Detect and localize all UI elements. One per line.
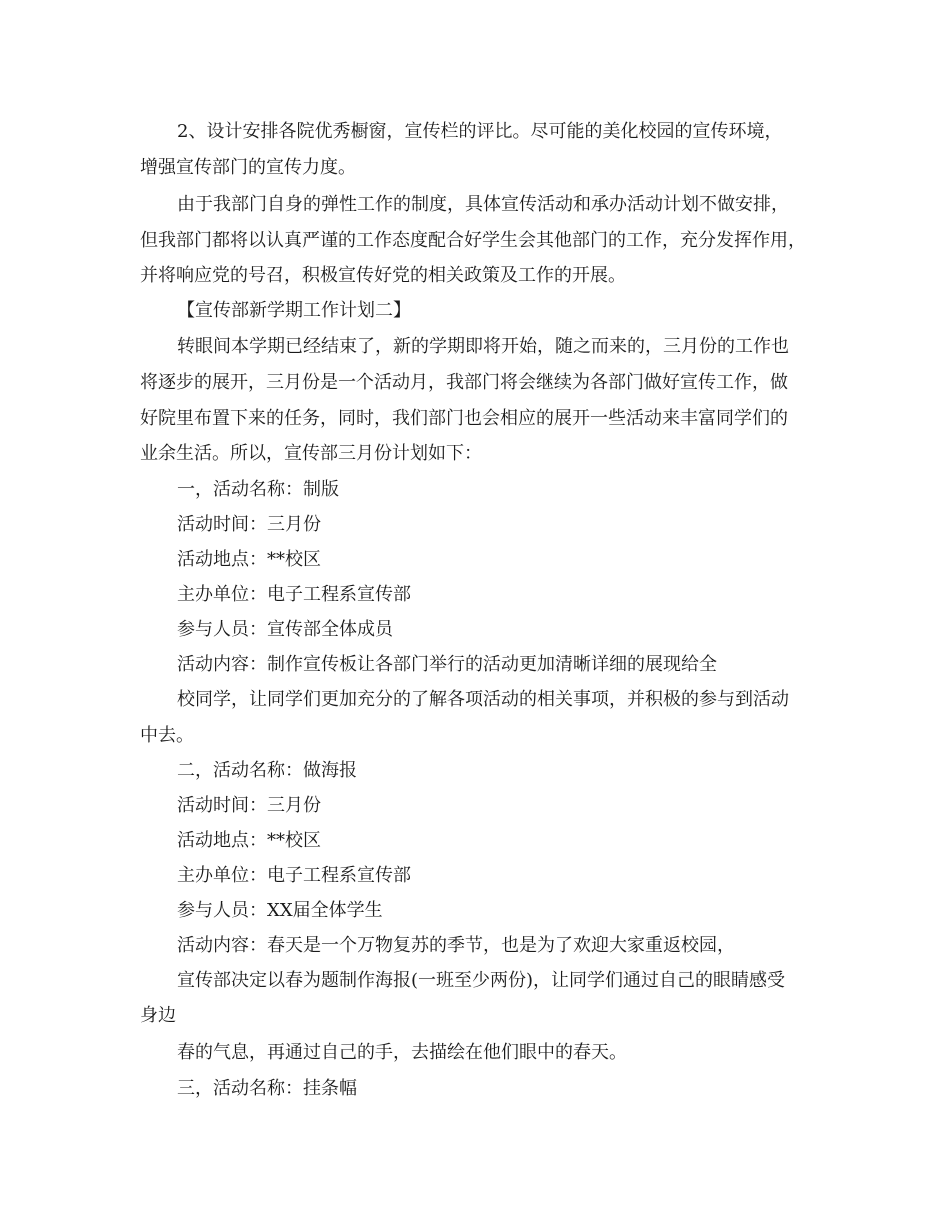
text-line: 身边: [140, 1005, 176, 1026]
text-line: 参与人员：XX届全体学生: [177, 900, 383, 921]
text-line: 增强宣传部门的宣传力度。: [140, 157, 356, 178]
text-line: 主办单位：电子工程系宣传部: [177, 865, 411, 886]
text-line: 活动地点：**校区: [177, 549, 321, 570]
text-line: 春的气息，再通过自己的手，去描绘在他们眼中的春天。: [177, 1042, 627, 1063]
text-line: 活动时间：三月份: [177, 795, 321, 816]
text-line: 宣传部决定以春为题制作海报(一班至少两份)，让同学们通过自己的眼睛感受: [177, 970, 786, 991]
activity-title: 二，活动名称：做海报: [177, 760, 357, 781]
text-line: 校同学，让同学们更加充分的了解各项活动的相关事项，并积极的参与到活动: [177, 689, 789, 710]
text-line: 活动地点：**校区: [177, 830, 321, 851]
activity-title: 一，活动名称：制版: [177, 479, 339, 500]
text-line: 主办单位：电子工程系宣传部: [177, 584, 411, 605]
text-line: 活动时间：三月份: [177, 514, 321, 535]
text-line: 中去。: [140, 725, 194, 746]
section-heading: 【宣传部新学期工作计划二】: [177, 300, 411, 321]
text-line: 但我部门都将以认真严谨的工作态度配合好学生会其他部门的工作，充分发挥作用，: [140, 230, 806, 251]
text-line: 将逐步的展开，三月份是一个活动月，我部门将会继续为各部门做好宣传工作，做: [140, 372, 788, 393]
text-line: 活动内容：春天是一个万物复苏的季节，也是为了欢迎大家重返校园，: [177, 935, 735, 956]
text-line: 由于我部门自身的弹性工作的制度，具体宣传活动和承办活动计划不做安排，: [177, 194, 789, 215]
text-line: 转眼间本学期已经结束了，新的学期即将开始，随之而来的，三月份的工作也: [177, 336, 789, 357]
text-line: 2、设计安排各院优秀橱窗，宣传栏的评比。尽可能的美化校园的宣传环境，: [177, 121, 783, 142]
activity-title: 三，活动名称：挂条幅: [177, 1078, 357, 1099]
text-line: 活动内容：制作宣传板让各部门举行的活动更加清晰详细的展现给全: [177, 654, 717, 675]
text-line: 业余生活。所以，宣传部三月份计划如下：: [140, 443, 482, 464]
text-line: 好院里布置下来的任务，同时，我们部门也会相应的展开一些活动来丰富同学们的: [140, 408, 788, 429]
text-line: 参与人员：宣传部全体成员: [177, 619, 393, 640]
text-line: 并将响应党的号召，积极宣传好党的相关政策及工作的开展。: [140, 265, 626, 286]
